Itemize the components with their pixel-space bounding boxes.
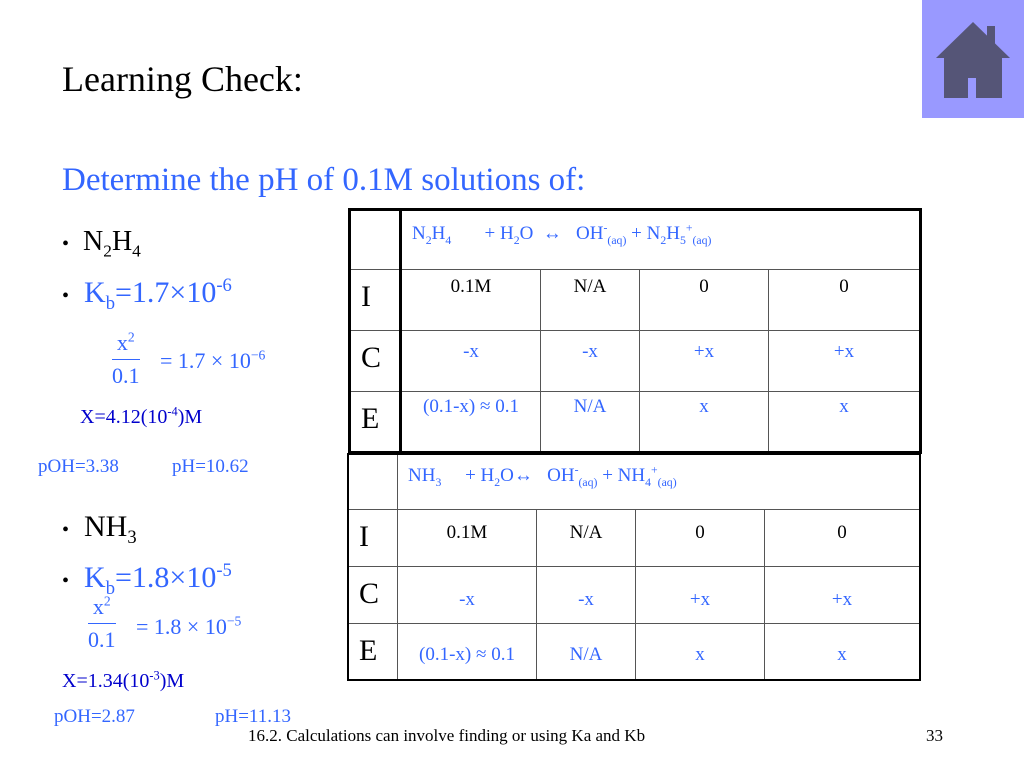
table-cell: N/A: [537, 623, 636, 680]
table-cell: +x: [640, 331, 769, 392]
table-cell: N/A: [537, 509, 636, 566]
slide-title: Learning Check:: [62, 59, 303, 99]
table-cell: 0.1M: [401, 270, 541, 331]
poh-result-1: pOH=3.38: [38, 456, 119, 477]
table-cell: +x: [765, 566, 921, 623]
table-cell: 0: [640, 270, 769, 331]
row-label-change: C: [350, 331, 401, 392]
table-cell: (0.1-x) ≈ 0.1: [398, 623, 537, 680]
table-cell: x: [636, 623, 765, 680]
bullet-compound-2: • $NH_3$: [62, 510, 137, 548]
table-cell: x: [769, 392, 921, 453]
table-row: [350, 331, 921, 392]
table-row: [348, 509, 920, 566]
x-result-2: $X=1.34(10^{-3})M$: [62, 668, 185, 692]
table-row: [350, 270, 921, 331]
equation-rhs-1: = $1.7 \times 10^{-6}$: [160, 347, 266, 373]
table-cell: -x: [398, 566, 537, 623]
table-header-row: [350, 210, 921, 270]
table-row: [348, 566, 920, 623]
table-cell: +x: [769, 331, 921, 392]
table-row: [350, 392, 921, 453]
equation-fraction-1: $x^2$ 0.1: [112, 329, 140, 388]
table-cell: 0: [769, 270, 921, 331]
row-label-change: C: [348, 566, 398, 623]
table-cell: 0: [636, 509, 765, 566]
bullet-kb-2: • $K_b=1.8\times 10^{-5}$: [62, 560, 232, 599]
ice-table-1: [348, 208, 922, 454]
table-cell: 0: [765, 509, 921, 566]
slide-footer: 16.2. Calculations can involve finding or using Ka and Kb: [248, 726, 646, 745]
ph-result-2: pH=11.13: [215, 706, 291, 727]
ice-table-2: [347, 453, 921, 681]
row-label-initial: I: [350, 270, 401, 331]
home-button[interactable]: [922, 0, 1024, 118]
row-label-equilibrium: E: [348, 623, 398, 680]
table-cell: x: [640, 392, 769, 453]
ph-result-1: pH=10.62: [172, 456, 249, 477]
table-header-row: [348, 454, 920, 509]
page-number: 33: [926, 726, 943, 745]
table-cell: N/A: [541, 392, 640, 453]
reaction-equation-1: $N_2H_4$ + $H_2O$ ↔ $OH^-_{(aq)} + N_2H_5^+_{(aq)}$: [401, 210, 921, 270]
table-row: [348, 623, 920, 680]
poh-result-2: pOH=2.87: [54, 706, 135, 727]
bullet-compound-1: • $N_2H_4$: [62, 226, 141, 261]
slide-subtitle: Determine the pH of 0.1M solutions of:: [62, 162, 586, 198]
equation-rhs-2: = $1.8 \times 10^{-5}$: [136, 613, 242, 639]
table-cell: (0.1-x) ≈ 0.1: [401, 392, 541, 453]
equation-fraction-2: $x^2$ 0.1: [88, 593, 116, 652]
table-cell: -x: [541, 331, 640, 392]
row-label-initial: I: [348, 509, 398, 566]
bullet-kb-1: • $K_b=1.7\times 10^{-6}$: [62, 275, 232, 314]
table-cell: N/A: [541, 270, 640, 331]
table-cell: +x: [636, 566, 765, 623]
table-cell: 0.1M: [398, 509, 537, 566]
table-cell: x: [765, 623, 921, 680]
table-cell: -x: [401, 331, 541, 392]
x-result-1: $X=4.12(10^{-4})M$: [80, 404, 203, 428]
house-icon: [922, 0, 1024, 118]
table-cell: -x: [537, 566, 636, 623]
reaction-equation-2: $NH_3$ + $H_2O\leftrightarrow$ $OH^-_{(aq)} + NH_4^+_{(aq)}$: [398, 454, 921, 509]
row-label-equilibrium: E: [350, 392, 401, 453]
